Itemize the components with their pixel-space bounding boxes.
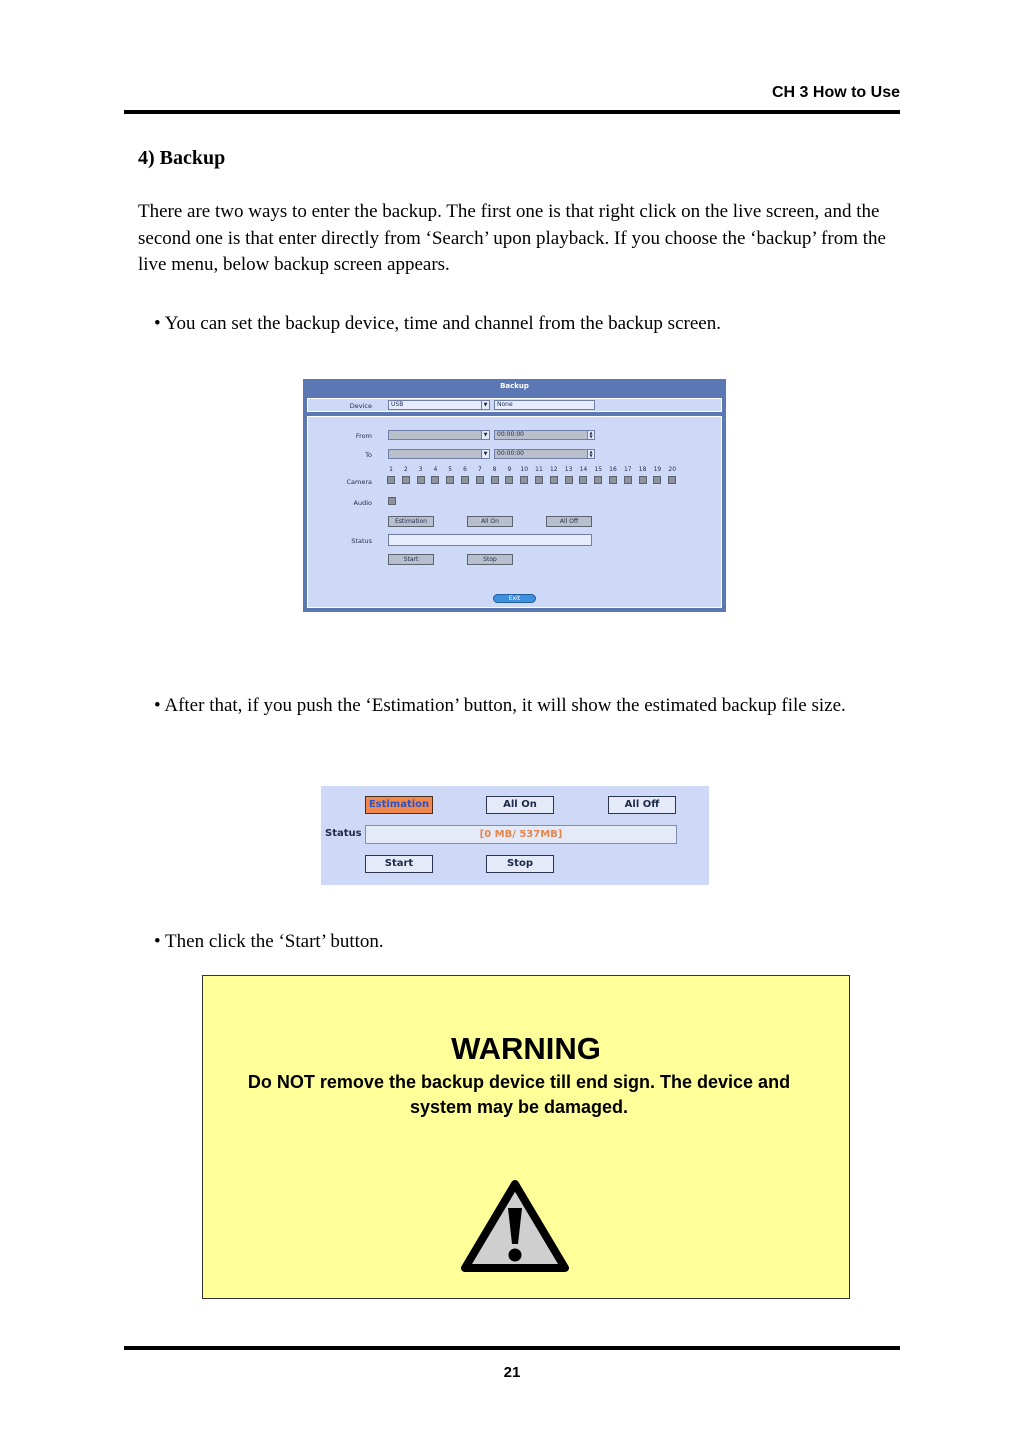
to-label: To (365, 451, 372, 459)
camera-checkbox-15[interactable] (594, 476, 602, 484)
warning-title: WARNING (451, 1031, 601, 1066)
status-label-zoom: Status (325, 828, 362, 839)
estimation-button-active[interactable]: Estimation (365, 796, 433, 814)
from-label: From (355, 432, 372, 440)
section-title: 4) Backup (138, 147, 226, 169)
intro-paragraph: There are two ways to enter the backup. The first one is that right click on the live screen, and the second one is that enter directly from ‘Search’ upon playback. If you choose the ‘backup’ from the live menu, below backup screen appears. (138, 201, 886, 275)
backup-settings-panel (307, 416, 722, 608)
audio-checkbox[interactable] (388, 497, 396, 505)
camera-number-8: 8 (492, 466, 497, 473)
camera-number-11: 11 (535, 466, 543, 473)
camera-number-18: 18 (638, 466, 647, 473)
camera-number-20: 20 (668, 466, 677, 473)
bullet-estimation: • After that, if you push the ‘Estimation’ button, it will show the estimated backup file size. (154, 695, 846, 716)
stop-button-zoom[interactable]: Stop (486, 855, 554, 873)
camera-number-15: 15 (594, 466, 603, 473)
camera-checkbox-5[interactable] (446, 476, 454, 484)
status-field (388, 534, 592, 546)
backup-dialog-screenshot (303, 379, 726, 612)
camera-checkbox-20[interactable] (668, 476, 676, 484)
all-off-button[interactable]: All Off (546, 516, 592, 527)
camera-checkbox-10[interactable] (520, 476, 528, 484)
camera-checkbox-2[interactable] (402, 476, 410, 484)
camera-checkbox-17[interactable] (624, 476, 632, 484)
start-button[interactable]: Start (388, 554, 434, 565)
device-dropdown-icon[interactable]: ▼ (481, 400, 490, 410)
camera-checkbox-19[interactable] (653, 476, 661, 484)
to-dropdown-icon[interactable]: ▼ (481, 449, 490, 459)
camera-number-5: 5 (448, 466, 453, 473)
header-rule (124, 110, 900, 114)
camera-number-17: 17 (623, 466, 632, 473)
bullet-set-device: • You can set the backup device, time and channel from the backup screen. (154, 313, 721, 334)
camera-checkbox-14[interactable] (579, 476, 587, 484)
camera-number-4: 4 (433, 466, 438, 473)
camera-number-7: 7 (477, 466, 482, 473)
device-label: Device (349, 402, 372, 410)
camera-number-3: 3 (418, 466, 423, 473)
exit-button[interactable]: Exit (493, 594, 536, 603)
camera-checkbox-1[interactable] (387, 476, 395, 484)
page-number: 21 (503, 1364, 521, 1381)
camera-label: Camera (346, 478, 372, 486)
estimation-button[interactable]: Estimation (388, 516, 434, 527)
audio-label: Audio (353, 499, 372, 507)
warning-text: Do NOT remove the backup device till end sign. The device and system may be damaged. (247, 1072, 791, 1117)
warning-box (202, 975, 850, 1299)
device-row (307, 398, 722, 412)
camera-number-14: 14 (579, 466, 588, 473)
to-date-select[interactable] (388, 449, 482, 459)
to-time-spinner-icon[interactable]: ▲ ▼ (587, 449, 595, 459)
camera-number-16: 16 (609, 466, 617, 473)
camera-checkbox-12[interactable] (550, 476, 558, 484)
camera-checkbox-8[interactable] (491, 476, 499, 484)
camera-checkbox-6[interactable] (461, 476, 469, 484)
camera-number-9: 9 (507, 466, 512, 473)
all-on-button-zoom[interactable]: All On (486, 796, 554, 814)
camera-number-10: 10 (520, 466, 529, 473)
camera-checkbox-13[interactable] (565, 476, 573, 484)
stop-button[interactable]: Stop (467, 554, 513, 565)
warning-triangle-icon (459, 1178, 571, 1274)
camera-checkbox-7[interactable] (476, 476, 484, 484)
from-dropdown-icon[interactable]: ▼ (481, 430, 490, 440)
from-date-select[interactable] (388, 430, 482, 440)
camera-checkbox-9[interactable] (505, 476, 513, 484)
bullet-start: • Then click the ‘Start’ button. (154, 931, 384, 952)
start-button-zoom[interactable]: Start (365, 855, 433, 873)
all-off-button-zoom[interactable]: All Off (608, 796, 676, 814)
camera-number-19: 19 (653, 466, 662, 473)
camera-number-6: 6 (463, 466, 467, 473)
backup-dialog-title: Backup (500, 382, 529, 390)
camera-number-2: 2 (403, 466, 408, 473)
camera-checkbox-18[interactable] (639, 476, 647, 484)
device-second-field[interactable]: None (494, 400, 595, 410)
chapter-header: CH 3 How to Use (771, 84, 900, 101)
all-on-button[interactable]: All On (467, 516, 513, 527)
camera-number-1: 1 (389, 466, 393, 473)
to-time-field[interactable]: 00:00:00 (494, 449, 588, 459)
estimation-panel-screenshot (321, 786, 709, 885)
camera-checkbox-16[interactable] (609, 476, 617, 484)
status-value: [0 MB/ 537MB] (365, 825, 677, 844)
camera-checkbox-4[interactable] (431, 476, 439, 484)
from-time-field[interactable]: 00:00:00 (494, 430, 588, 440)
status-label: Status (351, 537, 372, 545)
footer-rule (124, 1346, 900, 1350)
from-time-spinner-icon[interactable]: ▲ ▼ (587, 430, 595, 440)
camera-checkbox-11[interactable] (535, 476, 543, 484)
camera-checkbox-3[interactable] (417, 476, 425, 484)
device-select[interactable]: USB (388, 400, 482, 410)
camera-number-12: 12 (549, 466, 558, 473)
camera-number-13: 13 (564, 466, 573, 473)
